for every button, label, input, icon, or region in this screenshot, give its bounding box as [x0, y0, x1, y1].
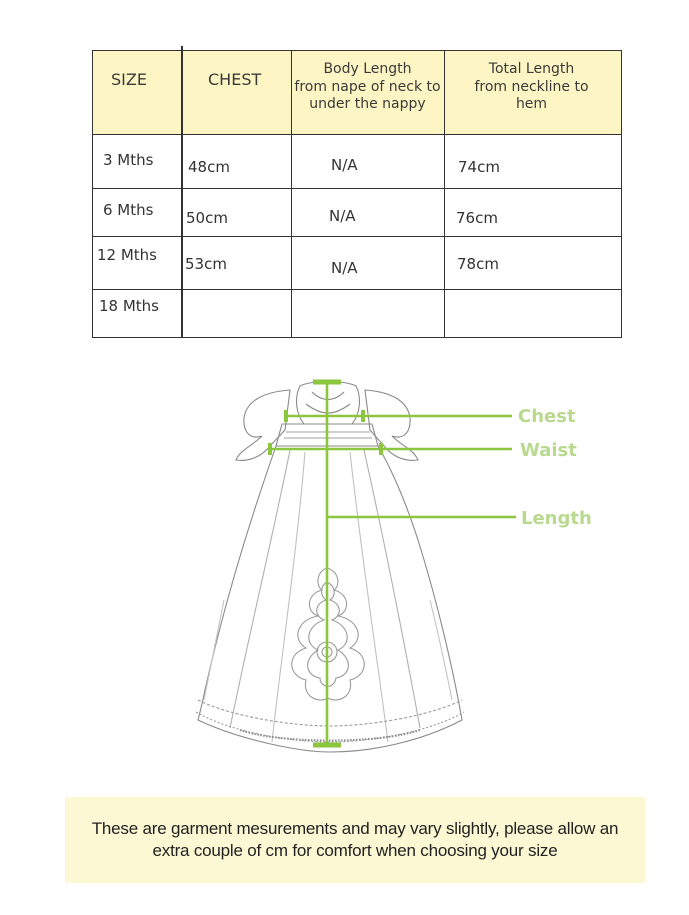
lace-hem [198, 700, 462, 726]
sizing-note-line-2: extra couple of cm for comfort when choosing your size [152, 841, 558, 860]
column-divider [444, 51, 445, 337]
size-cell: 12 Mths [97, 246, 157, 264]
size-cell: 18 Mths [99, 297, 159, 315]
header-body-length-line-1: Body Length [323, 61, 412, 77]
header-body-length-line-3: under the nappy [309, 96, 426, 112]
chest-cell: 50cm [186, 209, 228, 227]
size-chart-table [92, 50, 622, 338]
header-total-length-line-1: Total Length [488, 61, 575, 77]
table-row [93, 237, 621, 290]
collar [297, 382, 360, 425]
header-body-length-line-2: from nape of neck to [294, 78, 441, 95]
embroidery-motif [292, 568, 365, 700]
waist-label: Waist [520, 440, 577, 461]
header-total-length-line-3: hem [515, 96, 548, 112]
gown-sketch [196, 382, 464, 753]
table-row [93, 189, 621, 237]
table-row [93, 290, 621, 339]
sizing-note-line-1: These are garment mesurements and may vary slightly, please allow an [91, 819, 619, 839]
header-body-length [291, 61, 444, 114]
header-chest: CHEST [208, 70, 262, 89]
measurement-markers [270, 382, 516, 745]
table-header-row [93, 51, 621, 135]
sizing-note [65, 797, 645, 883]
right-sleeve [365, 390, 418, 460]
sizing-note-text [92, 818, 619, 862]
total-length-cell: 74cm [458, 158, 500, 176]
chest-cell: 53cm [185, 255, 227, 273]
table-row [93, 135, 621, 189]
body-length-cell: N/A [329, 207, 356, 225]
total-length-cell: 78cm [457, 255, 499, 273]
bodice [276, 424, 378, 446]
chest-cell: 48cm [188, 158, 230, 176]
left-sleeve [236, 390, 290, 460]
body-length-cell: N/A [331, 259, 358, 277]
column-divider [291, 51, 292, 337]
chest-label: Chest [518, 406, 576, 427]
column-divider [181, 46, 183, 337]
header-total-length-line-2: from neckline to [474, 78, 589, 95]
size-cell: 3 Mths [103, 151, 154, 169]
skirt-outline [198, 446, 462, 752]
length-label: Length [521, 508, 592, 529]
total-length-cell: 76cm [456, 209, 498, 227]
header-size: SIZE [111, 70, 147, 89]
header-total-length [444, 61, 619, 114]
size-cell: 6 Mths [103, 201, 154, 219]
body-length-cell: N/A [331, 156, 358, 174]
